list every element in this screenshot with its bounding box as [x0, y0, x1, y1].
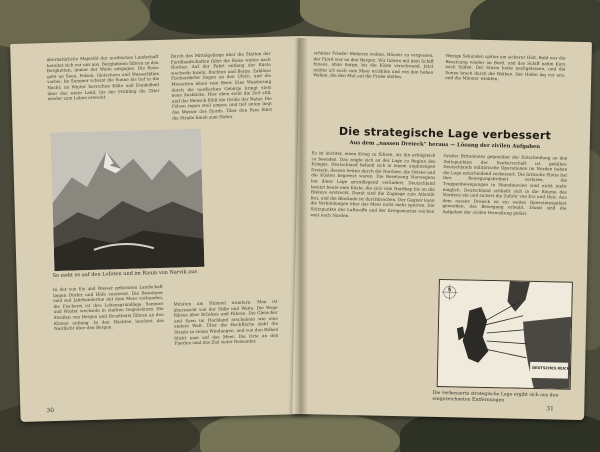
- book-gutter: [294, 38, 308, 416]
- left-column-bottom-right: [173, 299, 280, 402]
- article-title: Die strategische Lage verbessert: [338, 124, 552, 143]
- right-column-top-right: [444, 53, 565, 121]
- article-column-right-text: Großer Britanniens gegenüber der Entscheidung an den Stützpunkten der Seeherrschaft ist gefallen. Deutschlands militärische Operationen im Norden haben die Lage entscheidend verbessert. Die britische Flotte hat ihre Bewegungsfreiheit verloren, die Truppenbewegungen in Skandinavien sind nicht mehr möglich. Deutschland schließt sich in die Räume des Nordens ein und sichert die Zufuhr von Erz und Holz. Aus dem nassen Dreieck ist ein weites Operationsgebiet geworden, das Bewegung erlaubt. Damit sind die Aufgaben der zivilen Verwaltung gelöst.: [442, 153, 568, 216]
- article-column-right: [441, 153, 567, 276]
- page-number-left: 30: [46, 407, 55, 415]
- open-booklet: [10, 36, 592, 424]
- left-column-right-text: Durch das Mittelgebirge über die Stätten der Fjordlandschaften führt die Reise weiter nach Norden. Auf der Fahrt entlang der Küste wechseln Inseln, Buchten und Berge. Zahllose Fischerdörfer liegen an den Ufern, und die Menschen leben vom Meer. Eine Wanderung durch die nordischen Gebirge bringt stets neue Ausblicke. Hier oben steht die Zeit still, und der Mensch fühlt die Größe der Natur. Die Felsen ragen steil empor, und tief unten liegt das Wasser des Fjords. Über den Pass führt die Straße hinab zum Hafen.: [170, 50, 273, 121]
- left-column-top-text: übernatürliche Majestät der nordischen Landschaft bereitet sich vor uns aus. Bergbahnen führen zu den Bergketten, immer der Weite entgegen. Die Reise geht an Seen, Felsen, Gletschern und Wasserfällen vorbei. Im Sommer scheint die Sonne bis tief in die Nacht; im Winter herrschen Kälte und Dunkelheit über das weite Land, bis der Frühling die Täler wieder zum Leben erweckt.: [46, 53, 160, 102]
- map-caption: Die verbesserte strategische Lage ergibt sich aus den eingezeichneten Entfernungen: [432, 390, 559, 403]
- article-column-left: [307, 150, 436, 389]
- left-column-bottom-right-text: Minuten am Himmel wandern. Man ist überrascht von der Stille und Weite. Die Wege führen über Brücken und Fähren. Die Gletscher und Seen im Hochland erscheinen wie eine andere Welt. Über die Hochfläche zieht die Straße in vielen Windungen, und von den Höhen blickt man auf das Meer. Die Orte an den Fjorden sind das Ziel vieler Reisender.: [173, 298, 279, 346]
- page-number-right: 31: [546, 405, 554, 413]
- left-page: [10, 36, 310, 422]
- article-subtitle: Aus dem „nassen Dreieck“ heraus — Lösung der zivilen Aufgaben: [349, 140, 541, 151]
- right-page: [292, 36, 592, 420]
- article-column-left-text: Es ist leichter, einen Krieg zu führen, als ihn erfolgreich zu beenden. Das zeigte sich an der Lage zu Beginn des Krieges. Deutschland befand sich in einem ungünstigen Dreieck, dessen Seiten durch die Nordsee, die Ostsee und die Küsten begrenzt waren. Die Besetzung Norwegens hat diese Lage grundlegend verändert. Deutschland besitzt heute eine Küste, die sich vom Nordkap bis an die Biskaya erstreckt. Damit sind die Zugänge zum Atlantik frei, und die Blockade ist durchbrochen. Der Gegner kann die Verbindungen über das Meer nicht mehr sperren. Die Stützpunkte der Luftwaffe und der Kriegsmarine reichen weit nach Norden.: [310, 150, 436, 218]
- left-column-bottom: [53, 284, 166, 405]
- left-column-top: [46, 54, 160, 123]
- right-column-top-right-text: Wenige Sekunden später ein sicherer Halt. Bald war die Besatzung wieder an Bord, und das Schiff nahm Kurs nach Süden. Der Sturm hatte nachgelassen, und die Sonne brach durch die Wolken. Der Hafen lag vor uns, und die Männer winkten.: [445, 53, 566, 82]
- right-column-top-left-text: schöner Friede! Mehrere wollen, Häuser zu vergessen, der Fjord war an den Bergen. Wir fuhren mit dem Schiff hinaus, ohne Sorge, bis die Küste verschwand. Jetzt müßte ich euch vom Meer erzählen und von den hohen Wellen, die den Mut auf die Probe stellen.: [313, 50, 434, 80]
- map-north-label: N: [447, 287, 452, 294]
- map-reich-label: DEUTSCHES REICH: [532, 365, 570, 371]
- mountain-photo: [51, 129, 205, 271]
- strategic-map: [437, 279, 573, 390]
- right-column-top-left: [312, 50, 433, 118]
- left-column-bottom-text: In der von Eis und Wasser geformten Landschaft liegen Dörfer und Höfe verstreut. Die Bewohner sind seit Jahrhunderten mit dem Meer verbunden, die Fischerei ist ihre Lebensgrundlage. Sommer und Winter wechseln in starken Gegensätzen. Die Straßen von Bergen und Drontheim führen an den Küsten entlang. In den Nächten leuchtet das Nordlicht über den Bergen.: [52, 283, 164, 332]
- photo-caption: So sieht es auf den Lofoten und im Raum von Narvik aus: [52, 268, 198, 280]
